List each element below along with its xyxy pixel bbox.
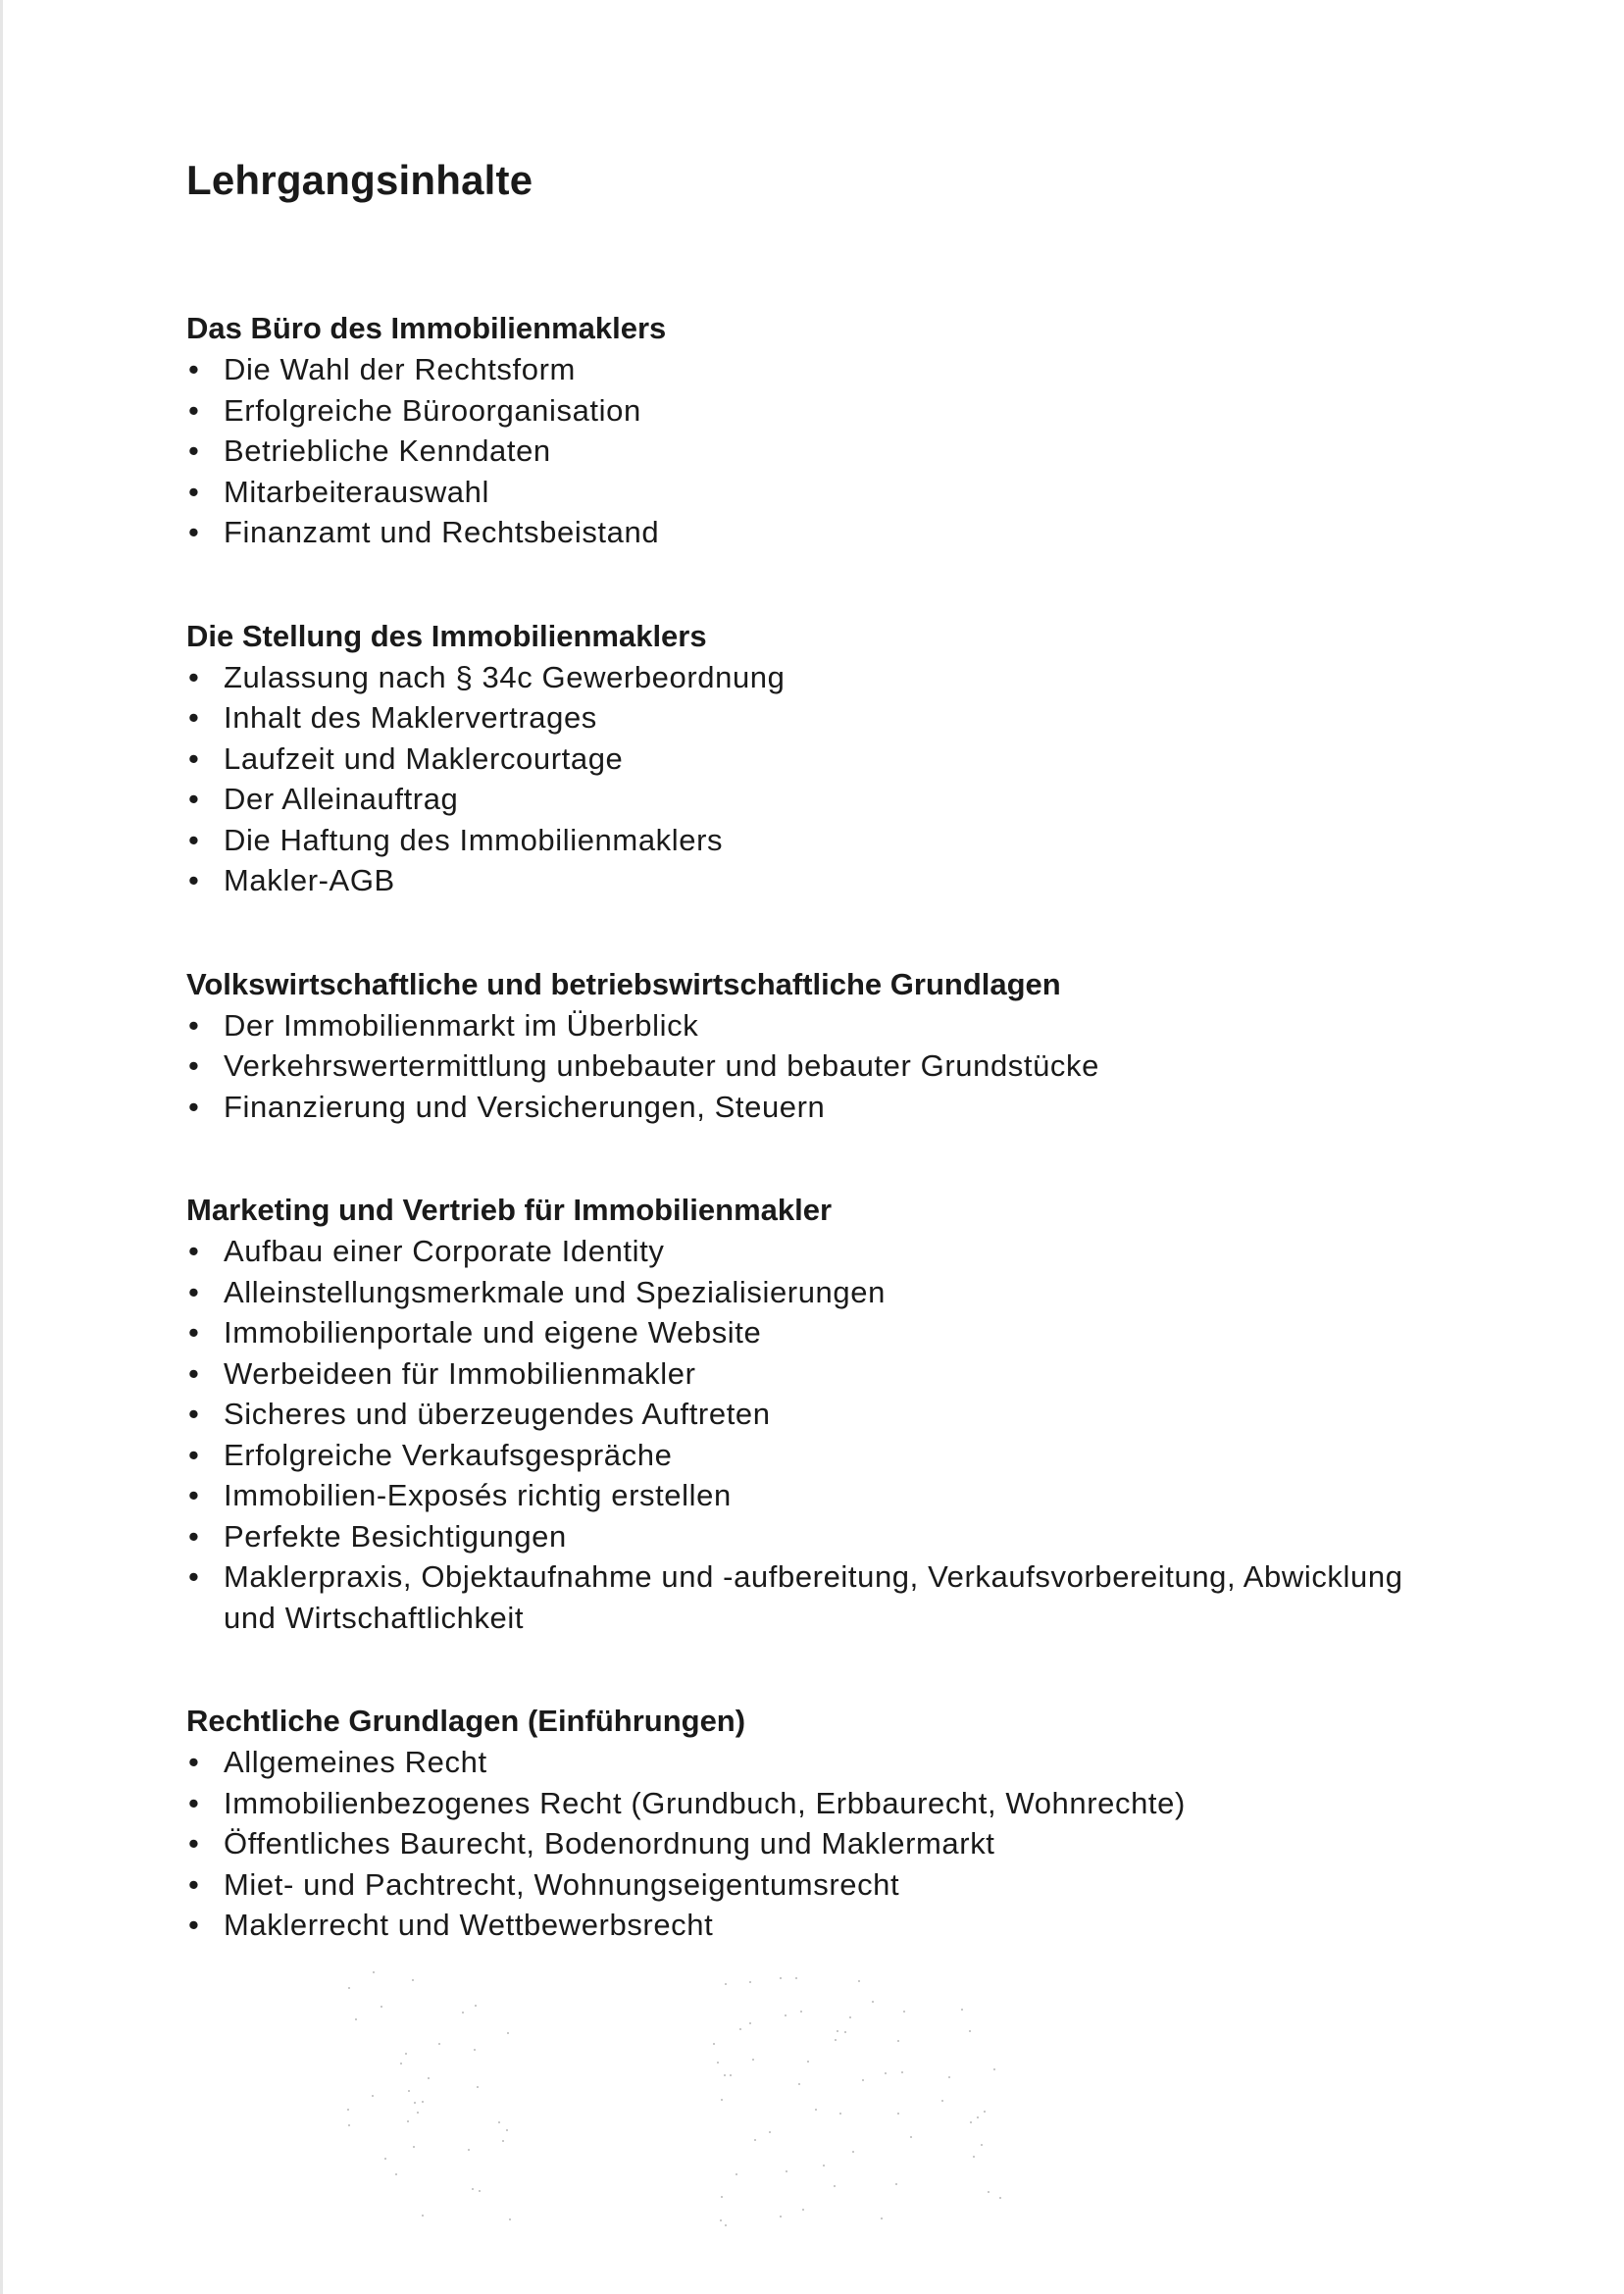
bullet-icon: • xyxy=(188,1089,200,1124)
speckle xyxy=(474,2049,476,2051)
speckle xyxy=(462,2012,464,2014)
list-item: • Verkehrswertermittlung unbebauter und bebauter Grundstücke xyxy=(186,1045,1461,1087)
speckle xyxy=(730,2074,732,2076)
list-item: • Die Haftung des Immobilienmaklers xyxy=(186,820,1461,861)
speckle xyxy=(502,2140,504,2142)
bullet-icon: • xyxy=(188,1866,200,1902)
speckle xyxy=(977,2116,979,2118)
speckle xyxy=(348,2124,350,2126)
speckle xyxy=(348,1987,350,1989)
speckle xyxy=(475,2005,477,2007)
section-stellung xyxy=(186,616,1461,901)
bullet-icon: • xyxy=(188,700,200,735)
speckle xyxy=(713,2043,715,2045)
bullet-icon: • xyxy=(188,1048,200,1083)
speckle xyxy=(400,2063,402,2065)
list-item: • Makler-AGB xyxy=(186,860,1461,901)
list-item: • Miet- und Pachtrecht, Wohnungseigentumsrecht xyxy=(186,1864,1461,1906)
speckle xyxy=(468,2149,470,2151)
speckle xyxy=(384,2158,386,2160)
section-heading: Volkswirtschaftliche und betriebswirtschaftliche Grundlagen xyxy=(186,966,1061,1001)
speckle xyxy=(407,2120,409,2122)
bullet-icon: • xyxy=(188,1274,200,1309)
speckle xyxy=(885,2072,887,2074)
speckle xyxy=(717,2062,719,2064)
bullet-icon: • xyxy=(188,1355,200,1391)
bullet-icon: • xyxy=(188,1785,200,1820)
speckle xyxy=(872,2001,874,2003)
speckle xyxy=(507,2032,509,2034)
bullet-icon: • xyxy=(188,1234,200,1268)
speckle xyxy=(438,2043,440,2045)
speckle xyxy=(897,2113,899,2115)
list-item: • Finanzierung und Versicherungen, Steuern xyxy=(186,1087,1461,1128)
bullet-icon: • xyxy=(188,515,200,549)
bullet-icon: • xyxy=(188,1826,200,1861)
bullet-list xyxy=(186,1005,1461,1128)
speckle xyxy=(834,2185,836,2187)
bullet-icon: • xyxy=(188,352,200,386)
speckle xyxy=(786,2170,787,2172)
list-item: • Maklerrecht und Wettbewerbsrecht xyxy=(186,1905,1461,1946)
list-item: • Immobilienbezogenes Recht (Grundbuch, Erbbaurecht, Wohnrechte) xyxy=(186,1783,1461,1824)
list-item: • Der Immobilienmarkt im Überblick xyxy=(186,1005,1461,1046)
section-heading: Marketing und Vertrieb für Immobilienmakler xyxy=(186,1193,833,1227)
speckle xyxy=(381,2006,382,2008)
speckle xyxy=(428,2077,430,2079)
speckle xyxy=(417,2112,419,2114)
list-item: • Mitarbeiterauswahl xyxy=(186,472,1461,513)
speckle xyxy=(948,2076,950,2078)
list-item: • Allgemeines Recht xyxy=(186,1742,1461,1783)
speckle xyxy=(897,2040,899,2042)
speckle xyxy=(862,2079,864,2081)
speckle xyxy=(973,2156,975,2158)
speckle xyxy=(835,2039,837,2041)
speckle xyxy=(999,2197,1001,2199)
speckle xyxy=(969,2030,971,2032)
speckle xyxy=(981,2144,983,2146)
bullet-icon: • xyxy=(188,1908,200,1942)
speckle xyxy=(837,2030,838,2032)
speckle xyxy=(823,2165,825,2167)
list-item: • Sicheres und überzeugendes Auftreten xyxy=(186,1394,1461,1435)
speckle xyxy=(852,2151,854,2153)
speckle xyxy=(941,2100,943,2102)
speckle xyxy=(413,2146,415,2148)
scan-noise xyxy=(324,1971,1030,2246)
speckle xyxy=(405,2053,407,2055)
speckle xyxy=(347,2109,349,2111)
list-item: • Öffentliches Baurecht, Bodenordnung und Maklermarkt xyxy=(186,1823,1461,1864)
bullet-list xyxy=(186,1742,1461,1946)
document-page xyxy=(186,157,1461,2009)
speckle xyxy=(721,2099,723,2101)
speckle xyxy=(858,1980,860,1982)
list-item: • Der Alleinauftrag xyxy=(186,779,1461,820)
speckle xyxy=(901,2071,903,2073)
speckle xyxy=(422,2101,424,2103)
list-item: • Erfolgreiche Büroorganisation xyxy=(186,390,1461,432)
bullet-icon: • xyxy=(188,474,200,509)
bullet-icon: • xyxy=(188,1518,200,1554)
speckle xyxy=(910,2136,912,2138)
speckle xyxy=(724,2074,726,2076)
speckle xyxy=(785,2014,787,2016)
speckle xyxy=(849,2016,851,2018)
speckle xyxy=(800,2011,802,2013)
bullet-icon: • xyxy=(188,1478,200,1512)
list-item: • Finanzamt und Rechtsbeistand xyxy=(186,512,1461,553)
speckle xyxy=(807,2061,809,2063)
section-heading: Rechtliche Grundlagen (Einführungen) xyxy=(186,1704,746,1738)
speckle xyxy=(754,2139,756,2141)
section-marketing xyxy=(186,1190,1461,1638)
list-item: • Inhalt des Maklervertrages xyxy=(186,697,1461,739)
speckle xyxy=(736,2173,737,2175)
speckle xyxy=(844,2031,846,2033)
bullet-icon: • xyxy=(188,740,200,776)
scan-edge xyxy=(0,0,3,2294)
list-item: • Erfolgreiche Verkaufsgespräche xyxy=(186,1435,1461,1476)
bullet-list xyxy=(186,1231,1461,1638)
speckle xyxy=(798,2083,800,2085)
bullet-icon: • xyxy=(188,1745,200,1779)
bullet-icon: • xyxy=(188,1437,200,1472)
bullet-list xyxy=(186,349,1461,553)
section-recht xyxy=(186,1701,1461,1946)
bullet-icon: • xyxy=(188,1315,200,1350)
list-item: • Laufzeit und Maklercourtage xyxy=(186,739,1461,780)
speckle xyxy=(477,2086,479,2088)
list-item: • Perfekte Besichtigungen xyxy=(186,1516,1461,1557)
speckle xyxy=(881,2218,883,2219)
speckle xyxy=(472,2188,474,2190)
bullet-list xyxy=(186,657,1461,901)
speckle xyxy=(373,1971,375,1973)
speckle xyxy=(721,2196,723,2198)
list-item: • Immobilien-Exposés richtig erstellen xyxy=(186,1475,1461,1516)
section-heading: Das Büro des Immobilienmaklers xyxy=(186,311,667,345)
speckle xyxy=(961,2009,963,2011)
speckle xyxy=(749,2022,751,2024)
speckle xyxy=(509,2218,511,2220)
bullet-icon: • xyxy=(188,782,200,816)
speckle xyxy=(372,2095,374,2097)
speckle xyxy=(815,2109,817,2111)
page-title: Lehrgangsinhalte xyxy=(186,157,533,203)
speckle xyxy=(749,1981,751,1983)
speckle xyxy=(408,2090,410,2092)
speckle xyxy=(725,2224,727,2226)
speckle xyxy=(414,2102,416,2104)
speckle xyxy=(498,2121,500,2123)
list-item: • Werbeideen für Immobilienmakler xyxy=(186,1353,1461,1395)
speckle xyxy=(355,2018,357,2020)
bullet-icon: • xyxy=(188,1397,200,1431)
speckle xyxy=(422,2215,424,2217)
speckle xyxy=(895,2183,897,2185)
speckle xyxy=(479,2190,481,2192)
section-heading: Die Stellung des Immobilienmaklers xyxy=(186,618,707,653)
speckle xyxy=(839,2113,841,2115)
speckle xyxy=(993,2068,995,2070)
speckle xyxy=(725,1983,727,1985)
speckle xyxy=(752,2059,754,2061)
list-item: • Alleinstellungsmerkmale und Spezialisierungen xyxy=(186,1272,1461,1313)
bullet-icon: • xyxy=(188,659,200,694)
speckle xyxy=(970,2121,972,2123)
speckle xyxy=(780,2216,782,2218)
bullet-icon: • xyxy=(188,822,200,857)
section-grundlagen xyxy=(186,964,1461,1128)
list-item: • Die Wahl der Rechtsform xyxy=(186,349,1461,390)
speckle xyxy=(984,2111,986,2113)
speckle xyxy=(795,1977,797,1979)
bullet-icon: • xyxy=(188,433,200,468)
list-item: • Immobilienportale und eigene Website xyxy=(186,1312,1461,1353)
speckle xyxy=(780,1977,782,1979)
speckle xyxy=(739,2028,741,2030)
bullet-icon: • xyxy=(188,1559,200,1594)
bullet-icon: • xyxy=(188,392,200,428)
speckle xyxy=(903,2011,905,2013)
list-item: • Aufbau einer Corporate Identity xyxy=(186,1231,1461,1272)
speckle xyxy=(506,2129,508,2131)
speckle xyxy=(720,2219,722,2221)
bullet-icon: • xyxy=(188,1007,200,1043)
list-item: • Zulassung nach § 34c Gewerbeordnung xyxy=(186,657,1461,698)
bullet-icon: • xyxy=(188,863,200,897)
section-buero xyxy=(186,308,1461,553)
speckle xyxy=(802,2209,804,2211)
speckle xyxy=(412,1979,414,1981)
speckle xyxy=(769,2131,771,2133)
speckle xyxy=(395,2173,397,2175)
speckle xyxy=(988,2191,990,2193)
list-item: • Betriebliche Kenndaten xyxy=(186,431,1461,472)
list-item: • Maklerpraxis, Objektaufnahme und -aufbereitung, Verkaufsvorbereitung, Abwicklung und Wirtschaftlichkeit xyxy=(186,1556,1461,1638)
